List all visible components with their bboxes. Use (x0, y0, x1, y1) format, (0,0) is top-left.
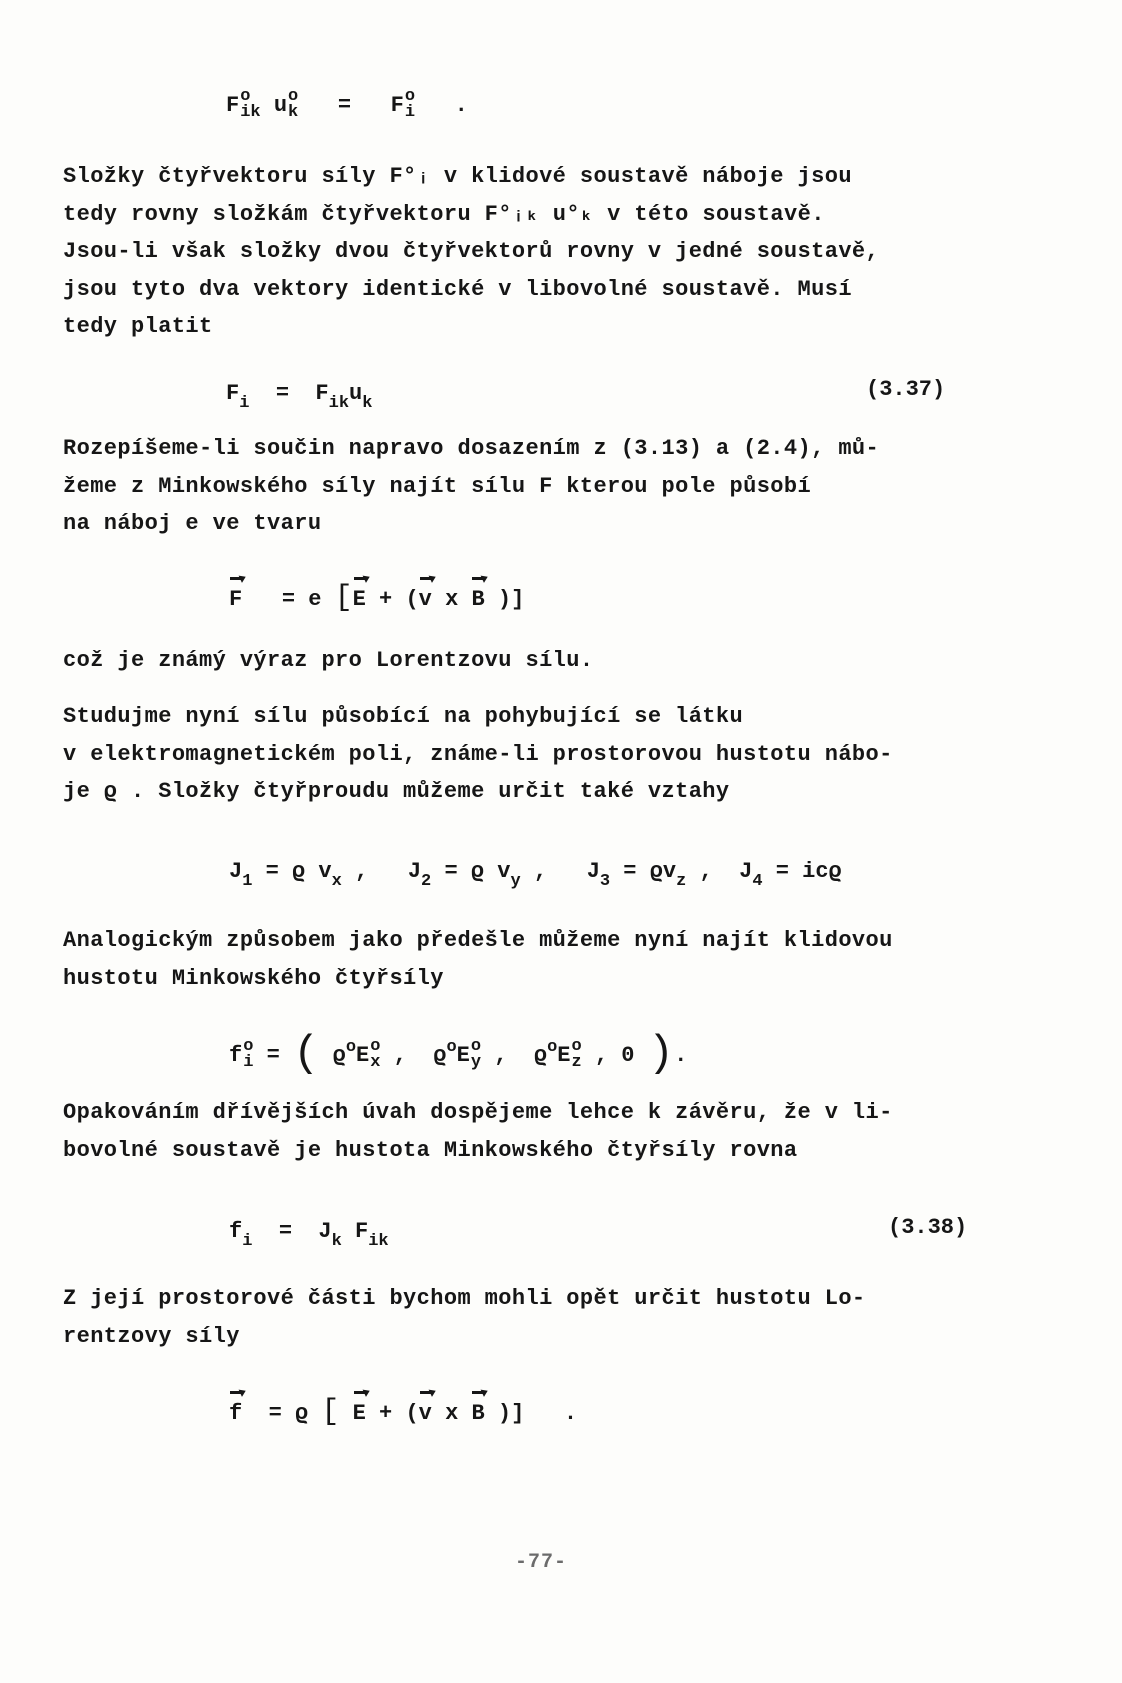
equation-rest-density (229, 1030, 687, 1078)
equation-label-3-37: (3.37) (866, 377, 946, 402)
eq-equals: = (775, 859, 789, 884)
eq-symbol: f (229, 1043, 243, 1068)
vector-F: F (229, 580, 242, 620)
vector-v: v (419, 580, 432, 620)
eq-sup: o (446, 1038, 457, 1057)
eq-symbol: icϱ (802, 859, 842, 884)
eq-end: . (674, 1043, 688, 1068)
vector-B: B (471, 1394, 484, 1434)
eq-symbol: F (226, 381, 240, 406)
eq-rho: ϱ (295, 1401, 309, 1426)
eq-sub: ik (240, 103, 261, 123)
eq-sub: i (239, 394, 250, 413)
eq-paren: ) (647, 1029, 675, 1079)
eq-sub: ik (368, 1232, 389, 1251)
eq-rho: ϱ (433, 1043, 447, 1068)
eq-rho: ϱ (649, 859, 663, 884)
eq-equals: = (623, 859, 637, 884)
eq-cross: x (445, 1401, 459, 1426)
eq-sup: o (571, 1037, 582, 1057)
eq-sub: k (362, 394, 373, 413)
equation-top: F o ik u o k = F o i . (226, 87, 468, 123)
paragraph-4: Studujme nyní sílu působící na pohybující se látku v elektromagnetickém poli, známe-li prostorovou hustotu nábo- je ϱ . Složky čtyřproudu můžeme určit také vztahy (63, 704, 893, 804)
eq-sub: 3 (599, 872, 611, 891)
equation-3-37 (226, 374, 372, 416)
eq-bracket: [ (321, 1395, 340, 1429)
eq-bracket: [ (334, 581, 353, 615)
eq-end: . (454, 93, 468, 118)
eq-symbol: v (662, 859, 677, 884)
eq-rho: ϱ (470, 859, 485, 884)
eq-symbol: u (349, 381, 363, 406)
eq-sup: o (470, 1037, 482, 1057)
eq-symbol: v (318, 859, 332, 884)
eq-sep: , (355, 859, 369, 884)
eq-equals: = (278, 1219, 293, 1244)
eq-sub: x (370, 1053, 381, 1073)
vector-f: f (229, 1394, 242, 1434)
eq-sub: i (404, 103, 416, 123)
eq-sub: 2 (421, 872, 432, 891)
eq-symbol: E (557, 1043, 571, 1068)
vector-E: E (353, 1394, 366, 1434)
eq-bracket: )] (497, 587, 525, 612)
equation-lorentz (229, 578, 524, 620)
eq-equals: = (275, 381, 290, 406)
eq-paren: ( (293, 1029, 320, 1079)
paragraph-5: Analogickým způsobem jako předešle můžeme nyní najít klidovou hustotu Minkowského čtyřsíly (63, 928, 893, 991)
eq-sup: o (288, 87, 299, 107)
eq-sup: o (404, 87, 416, 107)
eq-sup: o (547, 1038, 558, 1057)
eq-symbol: J (739, 859, 753, 884)
eq-rho: ϱ (533, 1043, 548, 1068)
eq-cross: x (445, 587, 459, 612)
eq-sup: o (345, 1038, 357, 1057)
eq-equals: = (444, 859, 458, 884)
vector-B: B (471, 580, 484, 620)
eq-symbol: J (318, 1219, 332, 1244)
eq-equals: = e (281, 587, 322, 612)
eq-sub: k (331, 1232, 342, 1251)
eq-sub: 4 (752, 872, 763, 891)
eq-sep: , (533, 859, 548, 884)
equation-lorentz-density (229, 1392, 577, 1434)
eq-plus: + ( (379, 1401, 419, 1426)
eq-sep: , (393, 1043, 407, 1068)
paragraph-1: Složky čtyřvektoru síly F°ᵢ v klidové soustavě náboje jsou tedy rovny složkám čtyřvektoru F°ᵢₖ u°ₖ v této soustavě. Jsou-li však složky dvou čtyřvektorů rovny v jedné soustavě, jsou tyto dva vektory identické v libovolné soustavě. Musí tedy platit (63, 164, 880, 339)
eq-sep: , (494, 1043, 508, 1068)
eq-equals: = (265, 859, 279, 884)
eq-sub: z (571, 1053, 582, 1073)
eq-symbol: J (407, 859, 422, 884)
eq-sub: k (288, 103, 299, 123)
eq-sup: o (370, 1037, 381, 1057)
eq-sup: o (240, 87, 251, 107)
paragraph-7: Z její prostorové části bychom mohli opět určit hustotu Lo- rentzovy síly (63, 1286, 866, 1349)
eq-bracket: )] (497, 1401, 525, 1426)
eq-symbol: v (497, 859, 511, 884)
paragraph-2: Rozepíšeme-li součin napravo dosazením z (3.13) a (2.4), mů- žeme z Minkowského síly najít sílu F kterou pole působí na náboj e ve tvaru (63, 436, 880, 536)
equation-label-3-38: (3.38) (888, 1215, 968, 1240)
page-number: -77- (515, 1551, 568, 1574)
equation-3-38 (229, 1212, 389, 1254)
eq-symbol: J (229, 859, 243, 884)
eq-symbol: u (273, 93, 288, 118)
eq-sub: z (676, 872, 687, 891)
eq-sep: , (699, 859, 713, 884)
paragraph-3: což je známý výraz pro Lorentzovu sílu. (63, 648, 594, 673)
eq-sub: i (242, 1232, 253, 1251)
eq-equals: = (268, 1401, 282, 1426)
eq-sep: , 0 (594, 1043, 635, 1068)
eq-symbol: F (390, 93, 404, 118)
eq-symbol: E (456, 1043, 470, 1068)
vector-v: v (419, 1394, 432, 1434)
eq-sub: y (470, 1053, 482, 1073)
paragraph-6: Opakováním dřívějších úvah dospějeme lehce k závěru, že v li- bovolné soustavě je hustota Minkowského čtyřsíly rovna (63, 1100, 893, 1163)
eq-sub: 1 (242, 872, 253, 891)
eq-sub: y (510, 872, 521, 891)
eq-end: . (563, 1401, 578, 1426)
eq-sup: o (243, 1037, 254, 1057)
eq-symbol: J (586, 859, 600, 884)
eq-sub: i (243, 1053, 254, 1073)
eq-plus: + ( (379, 587, 419, 612)
eq-equals: = (266, 1043, 280, 1068)
eq-symbol: f (229, 1219, 243, 1244)
eq-symbol: F (315, 381, 329, 406)
eq-sub: x (331, 872, 342, 891)
eq-rho: ϱ (332, 1043, 346, 1068)
vector-E: E (353, 580, 366, 620)
eq-symbol: F (355, 1219, 369, 1244)
equation-current (229, 852, 842, 894)
eq-symbol: F (226, 93, 240, 118)
eq-rho: ϱ (292, 859, 306, 884)
eq-sub: ik (328, 394, 350, 413)
eq-symbol: E (356, 1043, 370, 1068)
